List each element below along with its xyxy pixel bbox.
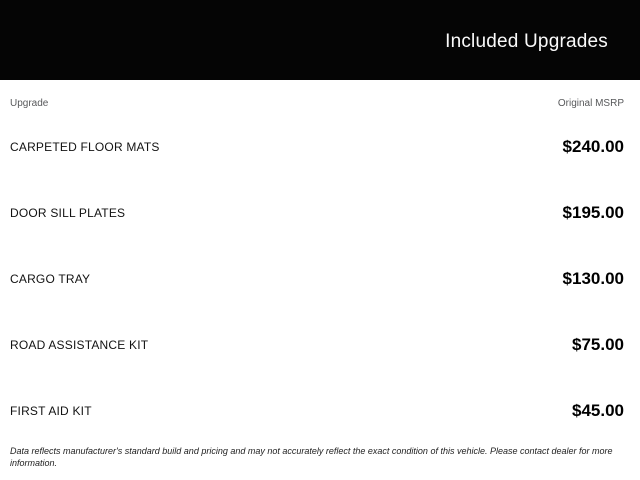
column-header-original-msrp: Original MSRP	[557, 98, 624, 109]
upgrade-price: $75.00	[572, 335, 624, 354]
panel-title: Included Upgrades	[445, 31, 608, 52]
upgrade-price: $240.00	[562, 137, 624, 156]
upgrade-price: $45.00	[572, 401, 624, 420]
upgrade-name: CARGO TRAY	[10, 272, 91, 286]
upgrade-price: $130.00	[562, 269, 624, 288]
upgrade-name: CARPETED FLOOR MATS	[10, 140, 160, 154]
upgrade-name: FIRST AID KIT	[10, 404, 92, 418]
disclaimer-text: Data reflects manufacturer's standard build and pricing and may not accurately reflect the exact condition of this vehicle. Please contact dealer for more information.	[10, 446, 613, 468]
table-column-headers	[0, 80, 640, 110]
table-row	[0, 312, 640, 378]
upgrades-table-body	[0, 114, 640, 444]
panel-header	[0, 0, 640, 80]
table-row	[0, 180, 640, 246]
upgrade-name: ROAD ASSISTANCE KIT	[10, 338, 149, 352]
table-row	[0, 378, 640, 444]
upgrade-price: $195.00	[562, 203, 624, 222]
column-header-upgrade: Upgrade	[10, 98, 49, 109]
table-row	[0, 246, 640, 312]
upgrade-name: DOOR SILL PLATES	[10, 206, 126, 220]
table-row	[0, 114, 640, 180]
